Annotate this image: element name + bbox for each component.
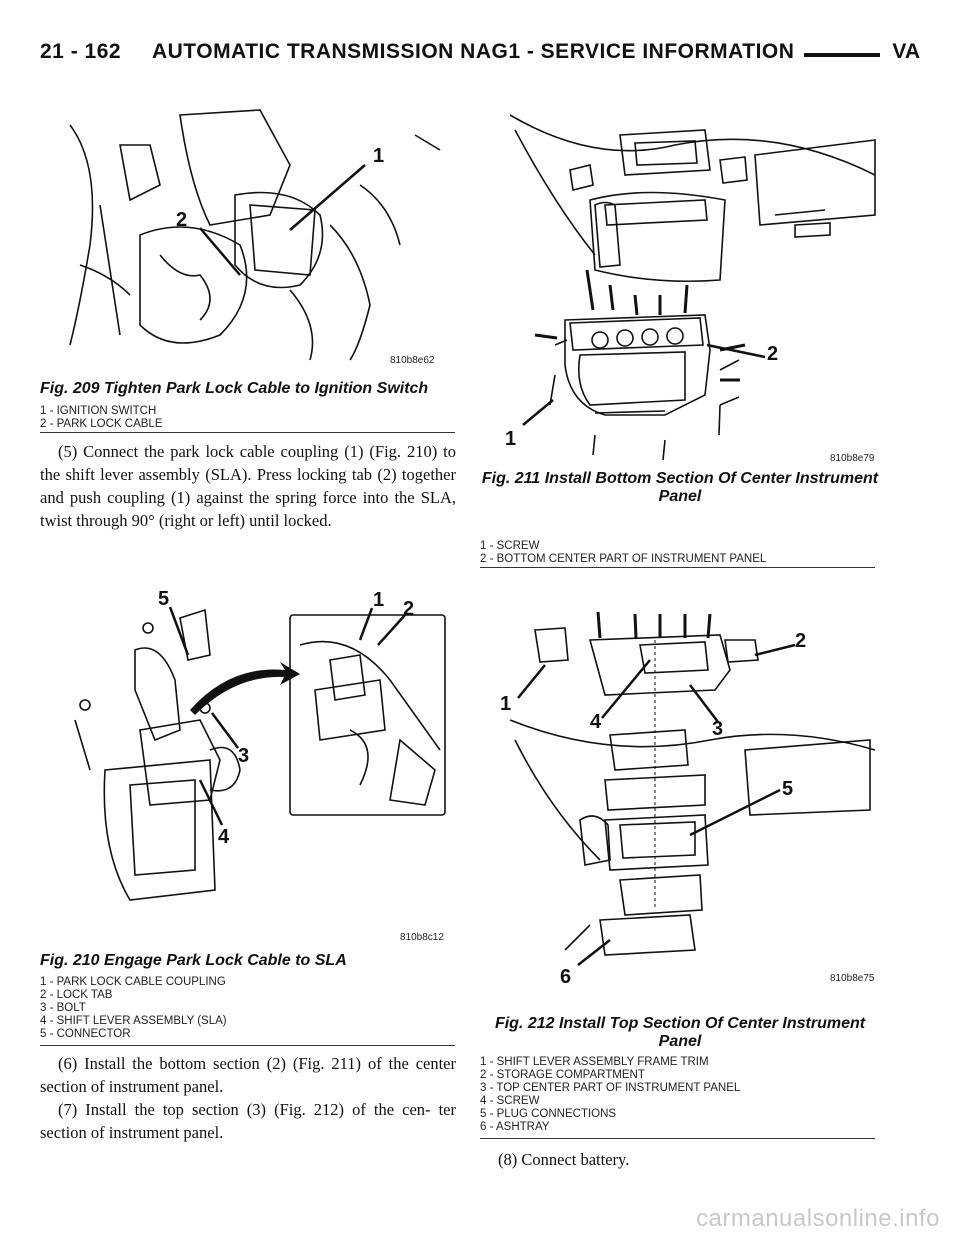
legend-item: 3 - TOP CENTER PART OF INSTRUMENT PANEL [480, 1082, 741, 1094]
figure-212-callout-3: 3 [712, 718, 724, 740]
figure-211-legend [480, 540, 766, 566]
figure-210-callout-5: 5 [158, 588, 170, 610]
legend-item: 4 - SHIFT LEVER ASSEMBLY (SLA) [40, 1015, 227, 1027]
legend-item: 2 - STORAGE COMPARTMENT [480, 1069, 645, 1081]
legend-item: 2 - LOCK TAB [40, 989, 113, 1001]
step-6-text: (6) Install the bottom section (2) (Fig. 211) of the center section of instrument panel. [40, 1054, 456, 1096]
figure-212-callout-4: 4 [590, 711, 602, 733]
figure-212 [490, 610, 880, 985]
page-header [40, 40, 920, 74]
header-title: 21 - 162 AUTOMATIC TRANSMISSION NAG1 - SERVICE INFORMATION [40, 40, 804, 64]
figure-210-legend [40, 976, 227, 1041]
legend-item: 5 - PLUG CONNECTIONS [480, 1108, 617, 1120]
step-5-text: (5) Connect the park lock cable coupling (1) (Fig. 210) to the shift lever assembly (SLA). Press locking tab (2) together and push coupling (1) against the spring force into the SLA, twist through 90° (right or left) until locked. [40, 442, 456, 530]
figure-212-title-line2: Panel [658, 1033, 702, 1050]
figure-211-code: 810b8e79 [830, 453, 875, 464]
figure-210-code: 810b8c12 [400, 932, 444, 943]
figure-212-illustration [490, 610, 880, 985]
figure-209-callout-2: 2 [176, 209, 188, 231]
legend-item: 1 - SHIFT LEVER ASSEMBLY FRAME TRIM [480, 1056, 709, 1068]
figure-212-code: 810b8e75 [830, 973, 875, 984]
figure-210-title: Fig. 210 Engage Park Lock Cable to SLA [40, 952, 347, 969]
legend-item: 3 - BOLT [40, 1002, 86, 1014]
figure-212-callout-2: 2 [795, 630, 807, 652]
figure-212-callout-5: 5 [782, 778, 794, 800]
figure-212-legend [480, 1056, 740, 1134]
figure-211-rule [480, 567, 875, 568]
legend-item: 2 - BOTTOM CENTER PART OF INSTRUMENT PANEL [480, 553, 767, 565]
figure-211-illustration [495, 105, 880, 465]
step-7-text: (7) Install the top section (3) (Fig. 212) of the cen- ter section of instrument panel. [40, 1100, 456, 1142]
legend-item: 6 - ASHTRAY [480, 1121, 550, 1133]
figure-210-callout-4: 4 [218, 826, 230, 848]
steps-6-7 [40, 1052, 456, 1144]
legend-item: 5 - CONNECTOR [40, 1028, 131, 1040]
figure-209-illustration [60, 105, 455, 370]
figure-211-title-line2: Panel [658, 488, 702, 505]
header-section-code: VA [882, 40, 920, 64]
figure-210-callout-1: 1 [373, 589, 385, 611]
legend-item: 1 - IGNITION SWITCH [40, 405, 157, 417]
legend-item: 1 - PARK LOCK CABLE COUPLING [40, 976, 226, 988]
figure-211-title-line1: Fig. 211 Install Bottom Section Of Center Instrument [481, 470, 879, 487]
figure-210-callout-3: 3 [238, 745, 250, 767]
figure-211-callout-1: 1 [505, 428, 517, 450]
figure-210-callout-2: 2 [403, 598, 415, 620]
legend-item: 4 - SCREW [480, 1095, 540, 1107]
figure-211-title [480, 470, 880, 506]
figure-211 [495, 105, 880, 465]
figure-210 [60, 570, 455, 945]
figure-209-title: Fig. 209 Tighten Park Lock Cable to Ignition Switch [40, 380, 429, 397]
figure-209 [60, 105, 455, 370]
step-8-text: (8) Connect battery. [498, 1150, 630, 1169]
figure-212-callout-1: 1 [500, 693, 512, 715]
legend-item: 2 - PARK LOCK CABLE [40, 418, 163, 430]
step-5-paragraph [40, 440, 456, 532]
figure-209-code: 810b8e62 [390, 355, 435, 366]
figure-210-illustration [60, 570, 455, 945]
step-8-paragraph [480, 1148, 880, 1171]
figure-211-callout-2: 2 [767, 343, 779, 365]
figure-209-legend [40, 405, 163, 431]
figure-212-rule [480, 1138, 875, 1139]
figure-212-title [480, 1015, 880, 1051]
figure-212-title-line1: Fig. 212 Install Top Section Of Center Instrument [494, 1015, 866, 1032]
figure-212-callout-6: 6 [560, 966, 572, 985]
legend-item: 1 - SCREW [480, 540, 540, 552]
figure-209-callout-1: 1 [373, 145, 385, 167]
figure-210-rule [40, 1045, 455, 1046]
figure-209-rule [40, 432, 455, 433]
watermark: carmanualsonline.info [696, 1205, 940, 1232]
